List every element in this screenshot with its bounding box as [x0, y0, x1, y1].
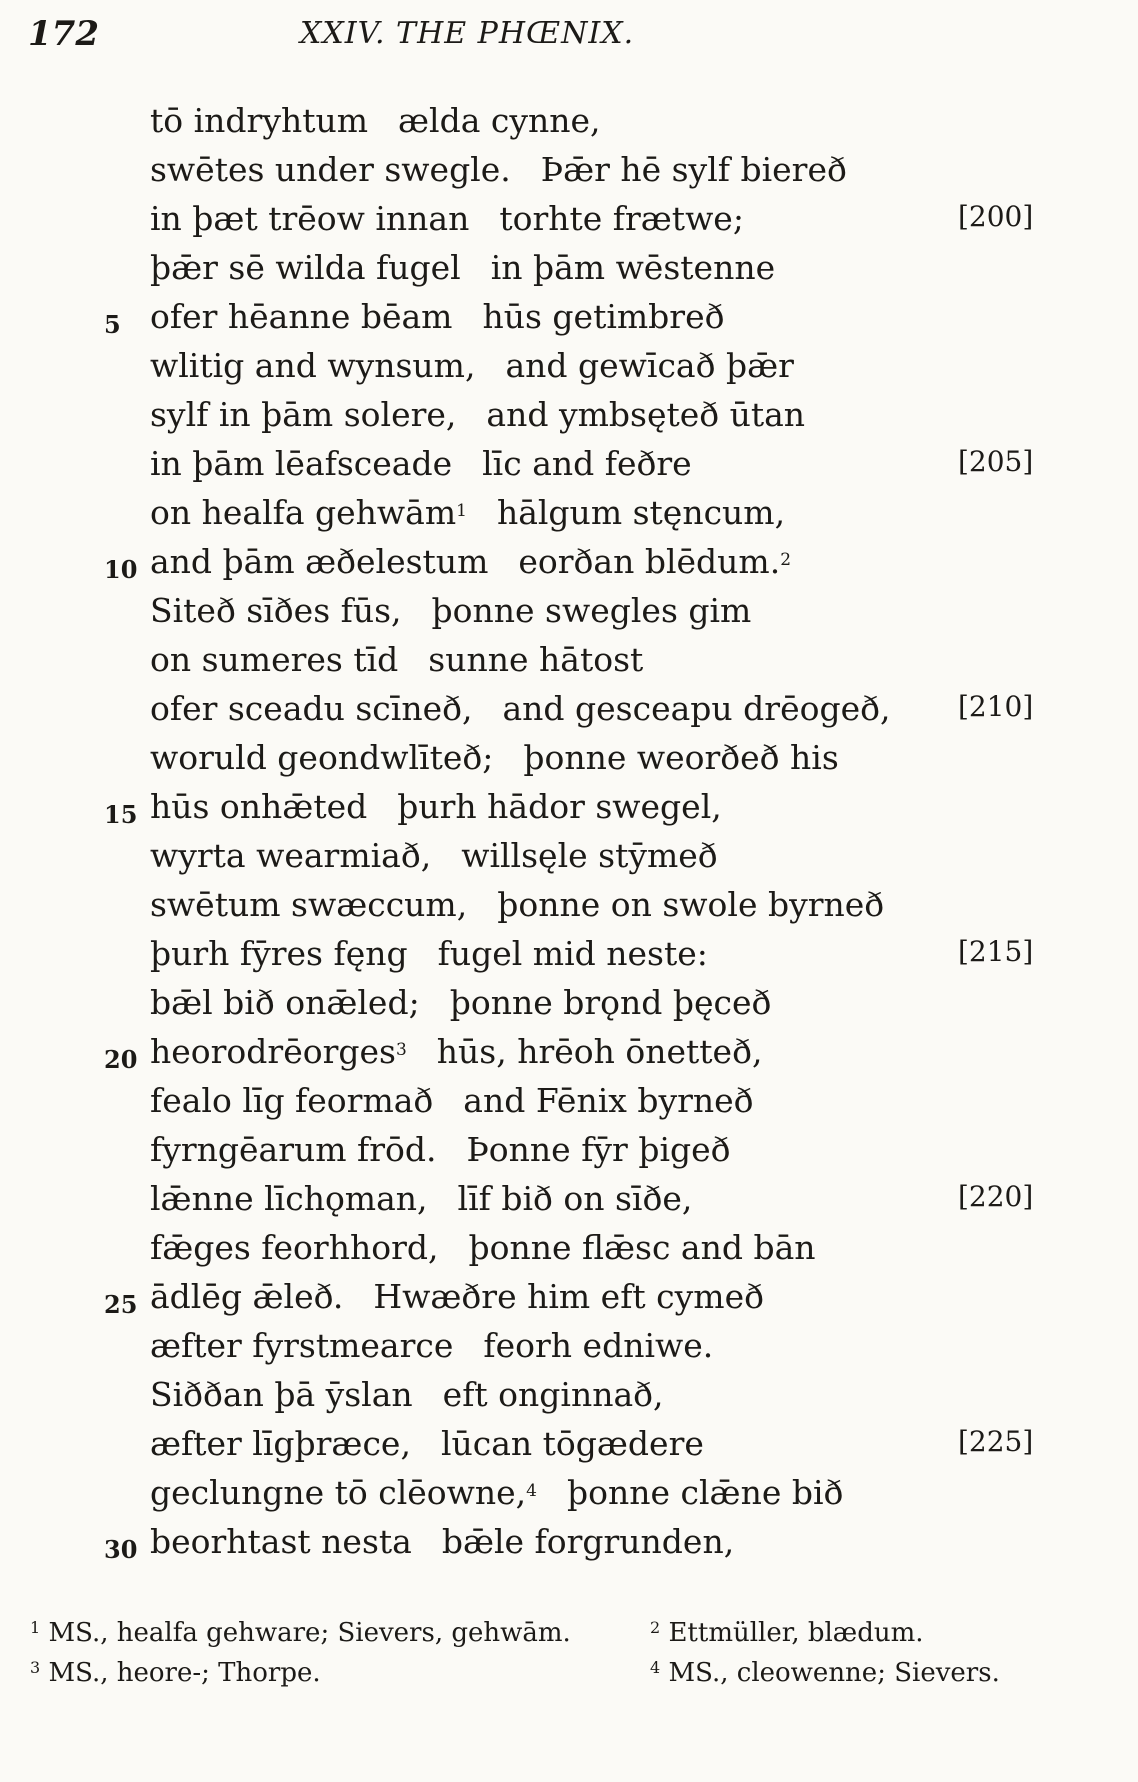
verse-text	[150, 1472, 843, 1514]
verse-text	[150, 198, 744, 240]
line-number: 15	[104, 800, 138, 829]
poem-line	[0, 1178, 1138, 1227]
footnote-ref: 3	[395, 1040, 407, 1060]
first-half-line: fealo līg feormað	[150, 1081, 434, 1120]
footnote-4	[650, 1658, 1000, 1688]
first-half-line: sylf in þām solere,	[150, 395, 457, 434]
verse-text	[150, 688, 890, 730]
second-half-line: eorðan blēdum.	[518, 542, 781, 581]
first-half-line: wlitig and wynsum,	[150, 346, 476, 385]
second-half-line: and gesceapu drēogeð,	[502, 689, 891, 728]
footnote-text: Ettmüller, blædum.	[668, 1618, 924, 1648]
second-half-line: hūs, hrēoh ōnetteð,	[436, 1032, 763, 1071]
verse-text	[150, 1325, 713, 1367]
first-half-line: wyrta wearmiað,	[150, 836, 432, 875]
verse-text	[150, 1521, 734, 1563]
second-half-line: þonne on swole byrneð	[497, 885, 885, 924]
second-half-line: fugel mid neste:	[437, 934, 708, 973]
second-half-line: hālgum stęncum,	[496, 493, 786, 532]
first-half-line: Siteð sīðes fūs,	[150, 591, 402, 630]
line-number: 5	[104, 310, 121, 339]
second-half-line: þonne clǣne bið	[567, 1473, 844, 1512]
verse-text	[150, 247, 775, 289]
first-half-line: geclungne tō clēowne,	[150, 1473, 527, 1512]
poem-line	[0, 1129, 1138, 1178]
second-half-line: Þonne fȳr þigeð	[466, 1130, 731, 1169]
footnote-mark: 4	[650, 1658, 661, 1677]
second-half-line: and ymbsęteð ūtan	[486, 395, 806, 434]
footnote-2	[650, 1618, 924, 1648]
poem-line	[0, 1423, 1138, 1472]
second-half-line: Þǣr hē sylf biereð	[540, 150, 847, 189]
poem-line	[0, 737, 1138, 786]
footnote-mark: 1	[30, 1618, 41, 1637]
verse-text	[150, 100, 601, 142]
second-half-line: in þām wēstenne	[490, 248, 776, 287]
second-half-line: lūcan tōgædere	[440, 1424, 704, 1463]
poem-line	[0, 1521, 1138, 1570]
verse-text	[150, 1031, 762, 1073]
footnote-text: MS., cleowenne; Sievers.	[668, 1658, 1000, 1688]
verse-text	[150, 345, 794, 387]
second-half-line: bǣle forgrunden,	[441, 1522, 735, 1561]
verse-text	[150, 1423, 704, 1465]
second-half-line: līf bið on sīðe,	[457, 1179, 693, 1218]
footnote-text: MS., heore-; Thorpe.	[48, 1658, 321, 1688]
footnote-ref: 4	[526, 1481, 537, 1501]
poem-line	[0, 1031, 1138, 1080]
verse-text	[150, 541, 791, 583]
first-half-line: lǣnne līchǫman,	[150, 1179, 428, 1218]
verse-text	[150, 296, 724, 338]
first-half-line: ofer hēanne bēam	[150, 297, 453, 336]
first-half-line: fyrngēarum frōd.	[150, 1130, 437, 1169]
poem-line	[0, 1276, 1138, 1325]
verse-text	[150, 786, 722, 828]
first-half-line: tō indryhtum	[150, 101, 369, 140]
second-half-line: þonne weorðeð his	[523, 738, 839, 777]
poem-line	[0, 247, 1138, 296]
first-half-line: in þām lēafsceade	[150, 444, 453, 483]
poem-line	[0, 639, 1138, 688]
second-half-line: līc and feðre	[482, 444, 692, 483]
verse-text	[150, 1227, 816, 1269]
second-half-line: and gewīcað þǣr	[505, 346, 794, 385]
original-line-number: [205]	[958, 445, 1034, 478]
verse-text	[150, 492, 785, 534]
line-number: 10	[104, 555, 138, 584]
first-half-line: æfter fyrstmearce	[150, 1326, 454, 1365]
line-number: 25	[104, 1290, 138, 1319]
original-line-number: [200]	[958, 200, 1034, 233]
verse-text	[150, 1276, 764, 1318]
page-number: 172	[28, 14, 99, 54]
verse-text	[150, 835, 718, 877]
second-half-line: þonne flǣsc and bān	[468, 1228, 816, 1267]
poem-line	[0, 345, 1138, 394]
footnote-mark: 2	[650, 1618, 661, 1637]
first-half-line: þurh fȳres fęng	[150, 934, 408, 973]
second-half-line: and Fēnix byrneð	[463, 1081, 754, 1120]
poem-line	[0, 296, 1138, 345]
first-half-line: hūs onhǣted	[150, 787, 368, 826]
first-half-line: on healfa gehwām	[150, 493, 457, 532]
poem-line	[0, 786, 1138, 835]
second-half-line: willsęle stȳmeð	[461, 836, 718, 875]
verse-text	[150, 737, 839, 779]
second-half-line: torhte frætwe;	[499, 199, 744, 238]
poem-text	[0, 100, 1138, 1570]
poem-line	[0, 149, 1138, 198]
first-half-line: woruld geondwlīteð;	[150, 738, 494, 777]
second-half-line: feorh edniwe.	[483, 1326, 714, 1365]
first-half-line: and þām æðelestum	[150, 542, 489, 581]
verse-text	[150, 443, 692, 485]
first-half-line: bǣl bið onǣled;	[150, 983, 420, 1022]
poem-line	[0, 688, 1138, 737]
first-half-line: ādlēg ǣleð.	[150, 1277, 344, 1316]
footnote-mark: 3	[30, 1658, 41, 1677]
first-half-line: þǣr sē wilda fugel	[150, 248, 461, 287]
poem-line	[0, 1374, 1138, 1423]
poem-line	[0, 198, 1138, 247]
first-half-line: swētum swæccum,	[150, 885, 468, 924]
verse-text	[150, 1129, 731, 1171]
verse-text	[150, 590, 751, 632]
footnote-3	[30, 1658, 321, 1688]
poem-line	[0, 1472, 1138, 1521]
poem-line	[0, 835, 1138, 884]
second-half-line: þonne brǫnd þęceð	[449, 983, 772, 1022]
footnote-row	[30, 1658, 1110, 1698]
first-half-line: heorodrēorges	[150, 1032, 396, 1071]
poem-line	[0, 394, 1138, 443]
first-half-line: fǣges feorhhord,	[150, 1228, 439, 1267]
poem-line	[0, 884, 1138, 933]
second-half-line: þurh hādor swegel,	[397, 787, 722, 826]
footnote-row	[30, 1618, 1110, 1658]
poem-line	[0, 982, 1138, 1031]
first-half-line: beorhtast nesta	[150, 1522, 412, 1561]
poem-line	[0, 492, 1138, 541]
first-half-line: on sumeres tīd	[150, 640, 399, 679]
footnotes	[30, 1618, 1110, 1698]
original-line-number: [225]	[958, 1425, 1034, 1458]
verse-text	[150, 394, 805, 436]
original-line-number: [210]	[958, 690, 1034, 723]
first-half-line: Siððan þā ȳslan	[150, 1375, 413, 1414]
second-half-line: þonne swegles gim	[431, 591, 752, 630]
second-half-line: ælda cynne,	[398, 101, 601, 140]
footnote-text: MS., healfa gehware; Sievers, gehwām.	[48, 1618, 571, 1648]
original-line-number: [220]	[958, 1180, 1034, 1213]
first-half-line: æfter līgþræce,	[150, 1424, 411, 1463]
poem-line	[0, 541, 1138, 590]
poem-line	[0, 1325, 1138, 1374]
verse-text	[150, 149, 847, 191]
second-half-line: sunne hātost	[428, 640, 644, 679]
footnote-ref: 2	[780, 550, 792, 570]
poem-line	[0, 100, 1138, 149]
second-half-line: eft onginnað,	[442, 1375, 664, 1414]
line-number: 20	[104, 1045, 138, 1074]
verse-text	[150, 982, 771, 1024]
verse-text	[150, 639, 643, 681]
first-half-line: ofer sceadu scīneð,	[150, 689, 473, 728]
second-half-line: hūs getimbreð	[482, 297, 725, 336]
poem-line	[0, 1227, 1138, 1276]
verse-text	[150, 1374, 664, 1416]
footnote-ref: 1	[456, 501, 467, 521]
running-head: XXIV. THE PHŒNIX.	[300, 16, 635, 51]
verse-text	[150, 1178, 692, 1220]
verse-text	[150, 933, 708, 975]
original-line-number: [215]	[958, 935, 1034, 968]
first-half-line: in þæt trēow innan	[150, 199, 470, 238]
footnote-1	[30, 1618, 571, 1648]
verse-text	[150, 884, 884, 926]
second-half-line: Hwæðre him eft cymeð	[373, 1277, 764, 1316]
poem-line	[0, 590, 1138, 639]
poem-line	[0, 933, 1138, 982]
verse-text	[150, 1080, 754, 1122]
line-number: 30	[104, 1535, 138, 1564]
poem-line	[0, 443, 1138, 492]
first-half-line: swētes under swegle.	[150, 150, 511, 189]
poem-line	[0, 1080, 1138, 1129]
